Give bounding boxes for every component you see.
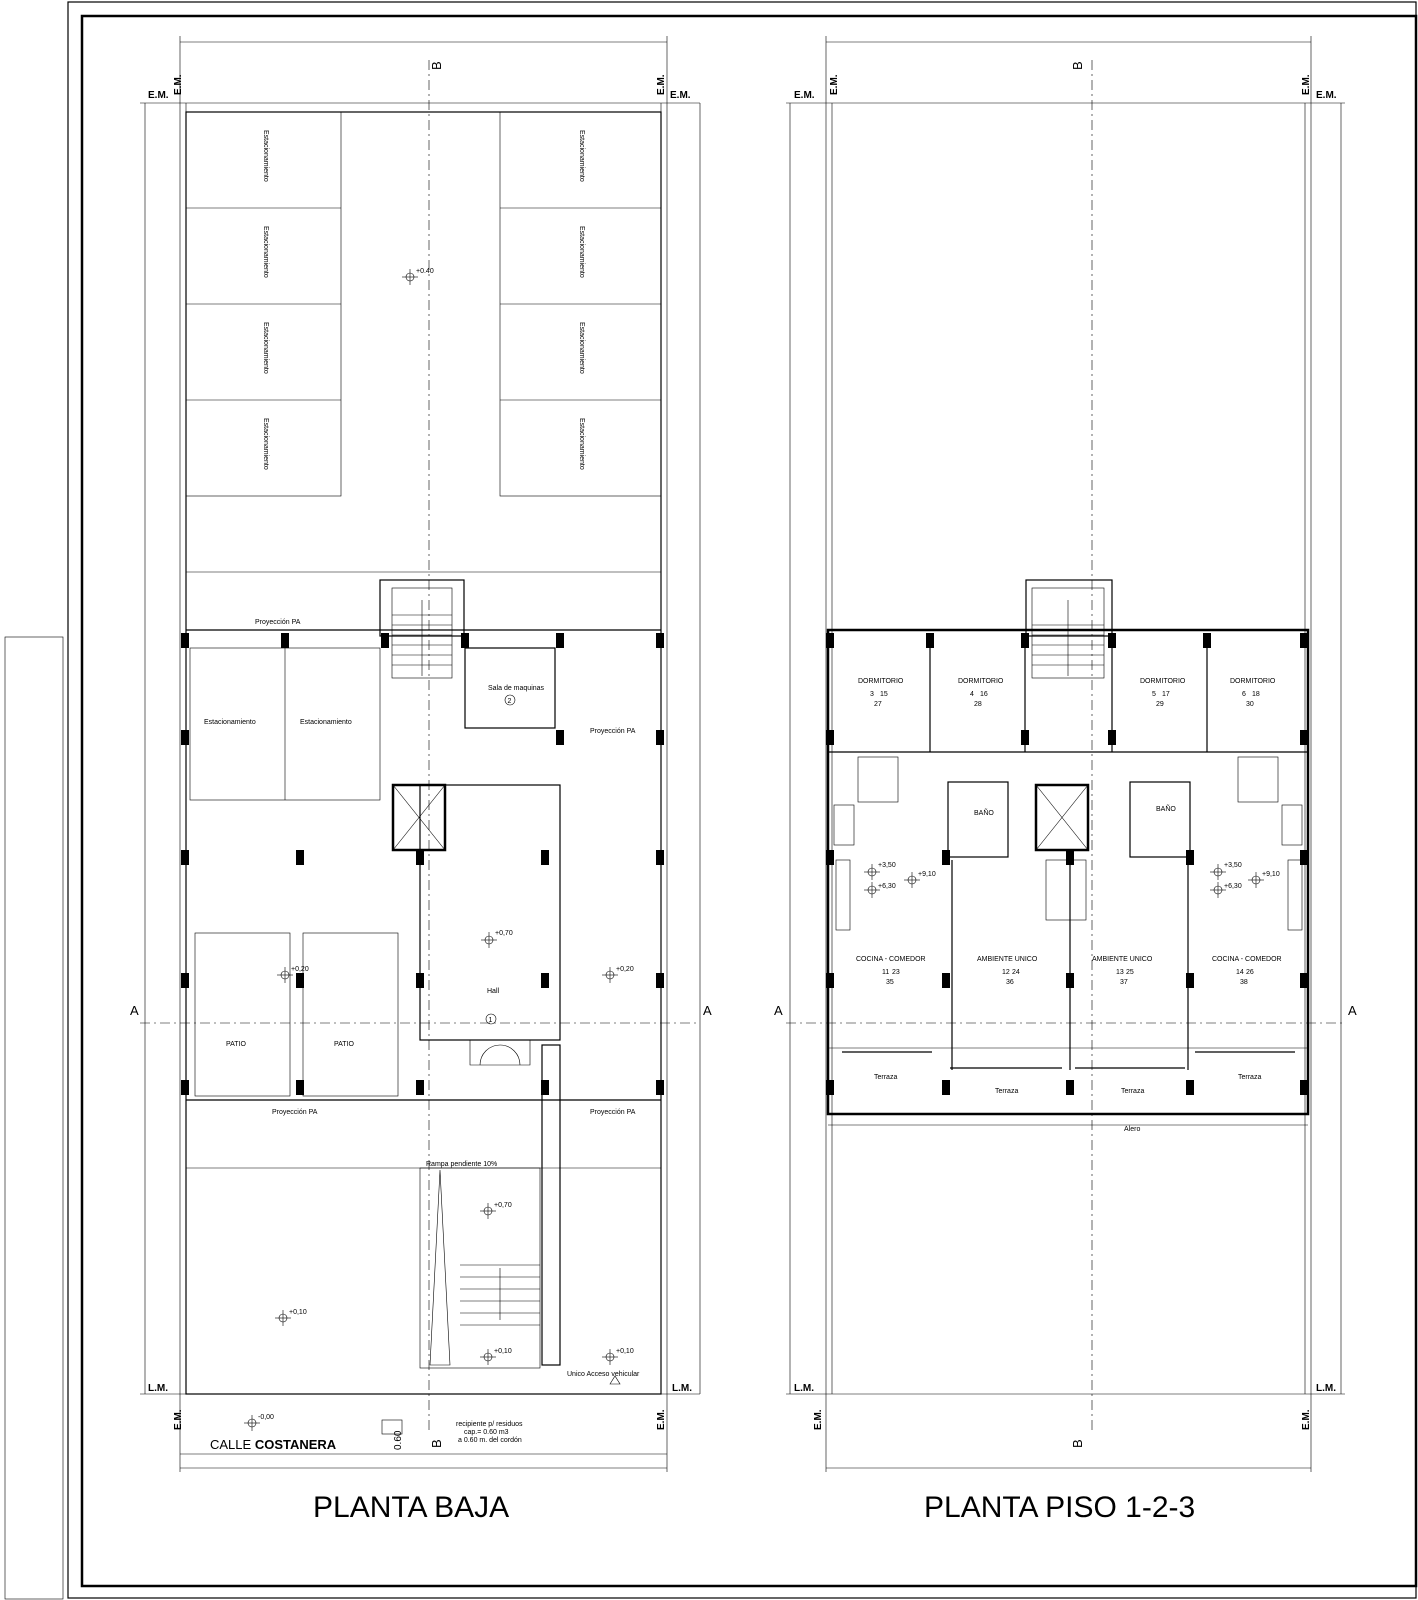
level-text: +6,30 (878, 883, 896, 890)
waste-bin-dimension: 0.60 (393, 1430, 404, 1450)
section-a-marker: A (130, 1003, 139, 1018)
lm-label: L.M. (672, 1383, 692, 1394)
projection-label: Proyección PA (590, 1109, 636, 1116)
room-number: 17 (1162, 691, 1170, 698)
em-label: E.M. (1316, 90, 1337, 101)
room-number: 13 (1116, 969, 1124, 976)
stair-core (380, 580, 464, 850)
section-b-marker: B (1070, 1439, 1085, 1448)
level-marker (480, 1348, 512, 1365)
room-number: 15 (880, 691, 888, 698)
level-marker (1248, 871, 1280, 888)
room-number: 25 (1126, 969, 1134, 976)
room-label-bedroom: DORMITORIO (958, 678, 1004, 685)
parking-stall-label: Estacionamiento (578, 226, 585, 278)
eave-label: Alero (1124, 1126, 1141, 1133)
parking-floor-label: Estacionamiento (300, 719, 352, 726)
em-label: E.M. (1301, 74, 1312, 95)
parking-stall-labels (262, 130, 585, 470)
section-b-marker: B (1070, 61, 1085, 70)
level-text: +9,10 (1262, 871, 1280, 878)
level-text: +0,10 (616, 1348, 634, 1355)
room-label-terrace: Terraza (874, 1074, 898, 1081)
level-text: +9,10 (918, 871, 936, 878)
parking-stall-label: Estacionamiento (578, 418, 585, 470)
level-marker (864, 862, 896, 880)
section-a-marker: A (703, 1003, 712, 1018)
section-a-marker: A (1348, 1003, 1357, 1018)
level-text: -0,00 (258, 1414, 274, 1421)
room-number: 30 (1246, 701, 1254, 708)
level-text: +0,70 (495, 930, 513, 937)
room-label-kitchen: COCINA - COMEDOR (1212, 956, 1282, 963)
level-text: +0,20 (616, 966, 634, 973)
level-marker (602, 1348, 634, 1365)
room-label-single: AMBIENTE UNICO (977, 956, 1038, 963)
room-number: 26 (1246, 969, 1254, 976)
room-number: 14 (1236, 969, 1244, 976)
room-number-tags (870, 691, 1260, 708)
em-label: E.M. (829, 74, 840, 95)
waste-note-line: recipiente p/ residuos (456, 1421, 523, 1428)
room-label-terrace: Terraza (995, 1088, 1019, 1095)
room-number: 27 (874, 701, 882, 708)
lm-label: L.M. (794, 1383, 814, 1394)
em-label: E.M. (173, 1409, 184, 1430)
room-number: 4 (970, 691, 974, 698)
em-label: E.M. (148, 90, 169, 101)
section-a-marker: A (774, 1003, 783, 1018)
level-text: +0,10 (494, 1348, 512, 1355)
parking-floor-label: Estacionamiento (204, 719, 256, 726)
room-number: 5 (1152, 691, 1156, 698)
patio-label: PATIO (226, 1041, 246, 1048)
level-text: +0,70 (494, 1202, 512, 1209)
level-marker (481, 930, 513, 948)
level-marker (1210, 882, 1242, 898)
planta-baja-plan (130, 36, 712, 1472)
parking-stall-label: Estacionamiento (262, 418, 269, 470)
room-label-bedroom: DORMITORIO (1230, 678, 1276, 685)
level-marker (480, 1202, 512, 1219)
room-number: 23 (892, 969, 900, 976)
room-number: 37 (1120, 979, 1128, 986)
em-label: E.M. (670, 90, 691, 101)
level-marker (864, 882, 896, 898)
street-name (210, 1437, 337, 1452)
projection-label: Proyección PA (272, 1109, 318, 1116)
vehicle-access-label: Unico Acceso vehicular (567, 1371, 640, 1378)
vehicle-ramp (420, 1045, 560, 1368)
hall-label: Hall (487, 988, 500, 995)
parking-stall-label: Estacionamiento (578, 130, 585, 182)
room-number: 24 (1012, 969, 1020, 976)
level-text: +0.40 (416, 268, 434, 275)
level-text: +3,50 (1224, 862, 1242, 869)
room-number: 36 (1006, 979, 1014, 986)
level-text: +3,50 (878, 862, 896, 869)
em-label: E.M. (1301, 1409, 1312, 1430)
level-marker (244, 1414, 274, 1431)
level-text: +6,30 (1224, 883, 1242, 890)
level-text: +0,10 (289, 1309, 307, 1316)
level-marker (904, 871, 936, 888)
room-number: 6 (1242, 691, 1246, 698)
planta-piso-plan (774, 36, 1357, 1472)
parking-stall-label: Estacionamiento (262, 130, 269, 182)
plan-title-ground-floor: PLANTA BAJA (313, 1491, 510, 1524)
room-label-terrace: Terraza (1238, 1074, 1262, 1081)
room-number: 12 (1002, 969, 1010, 976)
room-number: 29 (1156, 701, 1164, 708)
room-number: 35 (886, 979, 894, 986)
patio-label: PATIO (334, 1041, 354, 1048)
room-label-single: AMBIENTE UNICO (1092, 956, 1153, 963)
em-label: E.M. (173, 74, 184, 95)
room-number: 28 (974, 701, 982, 708)
parking-stall-label: Estacionamiento (578, 322, 585, 374)
plan-title-upper-floors: PLANTA PISO 1-2-3 (924, 1491, 1196, 1524)
level-marker (602, 966, 634, 983)
parking-stall-label: Estacionamiento (262, 322, 269, 374)
em-label: E.M. (656, 74, 667, 95)
room-number: 11 (882, 969, 890, 976)
waste-note-line: cap.= 0.60 m3 (464, 1429, 509, 1436)
projection-label: Proyección PA (590, 728, 636, 735)
hall-number: 1 (488, 1017, 493, 1024)
level-text: +0,20 (291, 966, 309, 973)
section-b-marker: B (429, 1439, 444, 1448)
street-prefix: CALLE (210, 1437, 252, 1452)
section-b-marker: B (429, 61, 444, 70)
room-label-bedroom: DORMITORIO (1140, 678, 1186, 685)
level-marker (1210, 862, 1242, 880)
parking-stall-label: Estacionamiento (262, 226, 269, 278)
waste-note-line: a 0.60 m. del cordón (458, 1437, 522, 1444)
inner-border (82, 16, 1416, 1586)
street-name-bold: COSTANERA (254, 1437, 337, 1452)
columns (181, 633, 664, 1095)
em-label: E.M. (813, 1409, 824, 1430)
room-number: 18 (1252, 691, 1260, 698)
machine-room-label: Sala de maquinas (488, 685, 545, 692)
room-label-kitchen: COCINA - COMEDOR (856, 956, 926, 963)
lm-label: L.M. (148, 1383, 168, 1394)
room-number: 3 (870, 691, 874, 698)
em-label: E.M. (656, 1409, 667, 1430)
machine-room-number: 2 (507, 698, 512, 705)
level-marker (277, 966, 309, 983)
room-label-bedroom: DORMITORIO (858, 678, 904, 685)
projection-label: Proyección PA (255, 619, 301, 626)
room-number: 38 (1240, 979, 1248, 986)
lm-label: L.M. (1316, 1383, 1336, 1394)
room-label-bath: BAÑO (1156, 806, 1176, 813)
ramp-label: Rampa pendiente 10% (426, 1161, 498, 1168)
level-marker (275, 1309, 307, 1326)
room-label-bath: BAÑO (974, 810, 994, 817)
room-number: 16 (980, 691, 988, 698)
side-title-block (5, 637, 63, 1599)
rear-parking-stalls (186, 112, 661, 496)
room-label-terrace: Terraza (1121, 1088, 1145, 1095)
em-label: E.M. (794, 90, 815, 101)
